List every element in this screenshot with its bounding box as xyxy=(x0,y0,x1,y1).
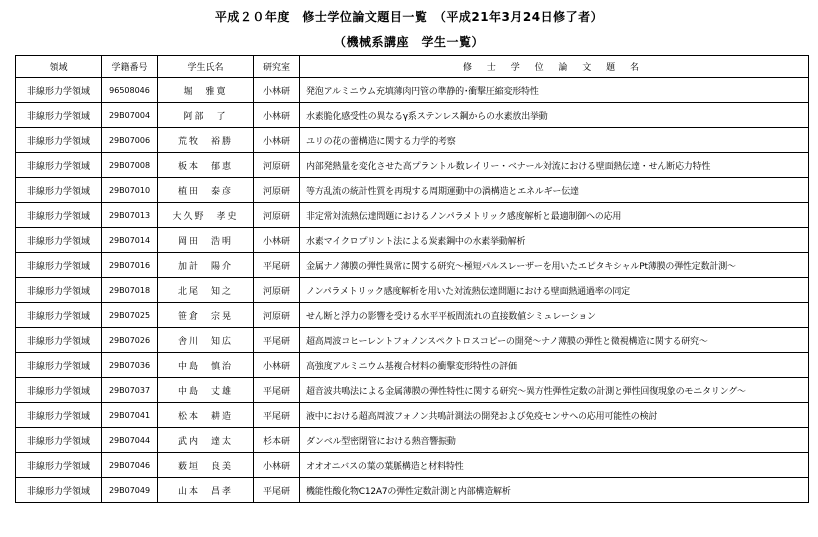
field-cell: 非線形力学領域 xyxy=(16,178,102,203)
field-cell: 非線形力学領域 xyxy=(16,253,102,278)
thesis-title-cell: 機能性酸化物C12A7の弾性定数計測と内部構造解析 xyxy=(300,478,809,503)
table-row xyxy=(16,378,809,403)
student-id-cell: 29B07006 xyxy=(102,128,158,153)
field-cell: 非線形力学領域 xyxy=(16,403,102,428)
lab-cell: 平尾研 xyxy=(254,253,300,278)
student-id-cell: 29B07018 xyxy=(102,278,158,303)
student-id-cell: 29B07049 xyxy=(102,478,158,503)
lab-cell: 杉本研 xyxy=(254,428,300,453)
lab-cell: 河原研 xyxy=(254,203,300,228)
table-row xyxy=(16,103,809,128)
student-name-cell: 加計 陽介 xyxy=(158,253,254,278)
student-id-cell: 29B07016 xyxy=(102,253,158,278)
student-name-cell: 北尾 知之 xyxy=(158,278,254,303)
table-row xyxy=(16,153,809,178)
lab-cell: 平尾研 xyxy=(254,328,300,353)
student-id-cell: 29B07026 xyxy=(102,328,158,353)
field-cell: 非線形力学領域 xyxy=(16,478,102,503)
thesis-table xyxy=(15,55,809,503)
table-row xyxy=(16,403,809,428)
header-student-name: 学生氏名 xyxy=(158,56,254,78)
table-row xyxy=(16,478,809,503)
field-cell: 非線形力学領域 xyxy=(16,203,102,228)
lab-cell: 平尾研 xyxy=(254,403,300,428)
thesis-title-cell: ノンパラメトリック感度解析を用いた対流熱伝達問題における壁面熱通過率の同定 xyxy=(300,278,809,303)
table-row xyxy=(16,228,809,253)
student-id-cell: 29B07046 xyxy=(102,453,158,478)
lab-cell: 平尾研 xyxy=(254,378,300,403)
page-title: 平成２０年度 修士学位論文題目一覧 （平成21年3月24日修了者） xyxy=(214,10,604,24)
field-cell: 非線形力学領域 xyxy=(16,453,102,478)
student-name-cell: 山本 昌孝 xyxy=(158,478,254,503)
table-row xyxy=(16,178,809,203)
field-cell: 非線形力学領域 xyxy=(16,228,102,253)
lab-cell: 小林研 xyxy=(254,453,300,478)
field-cell: 非線形力学領域 xyxy=(16,428,102,453)
thesis-title-cell: 非定常対流熱伝達問題におけるノンパラメトリック感度解析と最適制御への応用 xyxy=(300,203,809,228)
field-cell: 非線形力学領域 xyxy=(16,128,102,153)
field-cell: 非線形力学領域 xyxy=(16,103,102,128)
table-row xyxy=(16,128,809,153)
table-row xyxy=(16,78,809,103)
thesis-title-cell: 発泡アルミニウム充填薄肉円管の準静的･衝撃圧縮変形特性 xyxy=(300,78,809,103)
table-row xyxy=(16,203,809,228)
thesis-title-cell: 等方乱流の統計性質を再現する周期運動中の渦構造とエネルギー伝達 xyxy=(300,178,809,203)
table-row xyxy=(16,453,809,478)
thesis-title-cell: ユリの花の蕾構造に関する力学的考察 xyxy=(300,128,809,153)
thesis-title-cell: 超高周波コヒーレントフォノンスペクトロスコピーの開発～ナノ薄膜の弾性と微視構造に関する研究～ xyxy=(300,328,809,353)
thesis-title-cell: 水素マイクロプリント法による炭素鋼中の水素挙動解析 xyxy=(300,228,809,253)
student-name-cell: 荒牧 裕勝 xyxy=(158,128,254,153)
student-name-cell: 舎川 知広 xyxy=(158,328,254,353)
page-subtitle: （機械系講座 学生一覧） xyxy=(333,35,484,49)
table-body xyxy=(16,78,809,503)
student-id-cell: 29B07037 xyxy=(102,378,158,403)
thesis-title-cell: 水素脆化感受性の異なるγ系ステンレス鋼からの水素放出挙動 xyxy=(300,103,809,128)
student-name-cell: 笹倉 宗晃 xyxy=(158,303,254,328)
header-field: 領域 xyxy=(16,56,102,78)
student-name-cell: 中島 慎治 xyxy=(158,353,254,378)
lab-cell: 小林研 xyxy=(254,353,300,378)
table-row xyxy=(16,328,809,353)
student-id-cell: 29B07041 xyxy=(102,403,158,428)
lab-cell: 平尾研 xyxy=(254,478,300,503)
table-row xyxy=(16,353,809,378)
student-name-cell: 堀 雅寛 xyxy=(158,78,254,103)
header-thesis-title: 修 士 学 位 論 文 題 名 xyxy=(300,56,809,78)
student-name-cell: 板本 郁恵 xyxy=(158,153,254,178)
header-student-id: 学籍番号 xyxy=(102,56,158,78)
student-name-cell: 大久野 孝史 xyxy=(158,203,254,228)
thesis-title-cell: せん断と浮力の影響を受ける水平平板間流れの直接数値シミュレーション xyxy=(300,303,809,328)
student-id-cell: 29B07004 xyxy=(102,103,158,128)
field-cell: 非線形力学領域 xyxy=(16,353,102,378)
student-id-cell: 29B07036 xyxy=(102,353,158,378)
table-row xyxy=(16,428,809,453)
student-name-cell: 松本 耕造 xyxy=(158,403,254,428)
lab-cell: 小林研 xyxy=(254,228,300,253)
thesis-title-cell: 液中における超高周波フォノン共鳴計測法の開発および免疫センサへの応用可能性の検討 xyxy=(300,403,809,428)
field-cell: 非線形力学領域 xyxy=(16,278,102,303)
student-name-cell: 武内 達太 xyxy=(158,428,254,453)
student-name-cell: 中島 丈雄 xyxy=(158,378,254,403)
lab-cell: 河原研 xyxy=(254,303,300,328)
student-name-cell: 阿部 了 xyxy=(158,103,254,128)
student-name-cell: 植田 泰彦 xyxy=(158,178,254,203)
thesis-title-cell: オオオニバスの葉の葉脈構造と材料特性 xyxy=(300,453,809,478)
lab-cell: 小林研 xyxy=(254,128,300,153)
student-id-cell: 29B07025 xyxy=(102,303,158,328)
lab-cell: 河原研 xyxy=(254,153,300,178)
student-id-cell: 96508046 xyxy=(102,78,158,103)
field-cell: 非線形力学領域 xyxy=(16,78,102,103)
table-header-row xyxy=(16,56,809,78)
student-id-cell: 29B07008 xyxy=(102,153,158,178)
field-cell: 非線形力学領域 xyxy=(16,153,102,178)
student-id-cell: 29B07010 xyxy=(102,178,158,203)
thesis-title-cell: 超音波共鳴法による金属薄膜の弾性特性に関する研究～異方性弾性定数の計測と弾性回復現象のモニタリング～ xyxy=(300,378,809,403)
lab-cell: 河原研 xyxy=(254,178,300,203)
lab-cell: 小林研 xyxy=(254,103,300,128)
student-id-cell: 29B07014 xyxy=(102,228,158,253)
lab-cell: 小林研 xyxy=(254,78,300,103)
student-id-cell: 29B07044 xyxy=(102,428,158,453)
thesis-title-cell: 内部発熱量を変化させた高プラントル数レイリー・ベナール対流における壁面熱伝達・せん断応力特性 xyxy=(300,153,809,178)
field-cell: 非線形力学領域 xyxy=(16,303,102,328)
table-row xyxy=(16,278,809,303)
field-cell: 非線形力学領域 xyxy=(16,378,102,403)
thesis-title-cell: 高強度アルミニウム基複合材料の衝撃変形特性の評価 xyxy=(300,353,809,378)
student-id-cell: 29B07013 xyxy=(102,203,158,228)
field-cell: 非線形力学領域 xyxy=(16,328,102,353)
table-row xyxy=(16,303,809,328)
table-row xyxy=(16,253,809,278)
lab-cell: 河原研 xyxy=(254,278,300,303)
student-name-cell: 薮垣 良美 xyxy=(158,453,254,478)
thesis-title-cell: ダンベル型密閉管における熱音響振動 xyxy=(300,428,809,453)
header-lab: 研究室 xyxy=(254,56,300,78)
student-name-cell: 岡田 浩明 xyxy=(158,228,254,253)
thesis-title-cell: 金属ナノ薄膜の弾性異常に関する研究～極短パルスレーザーを用いたエピタキシャルPt薄膜の弾性定数計測～ xyxy=(300,253,809,278)
